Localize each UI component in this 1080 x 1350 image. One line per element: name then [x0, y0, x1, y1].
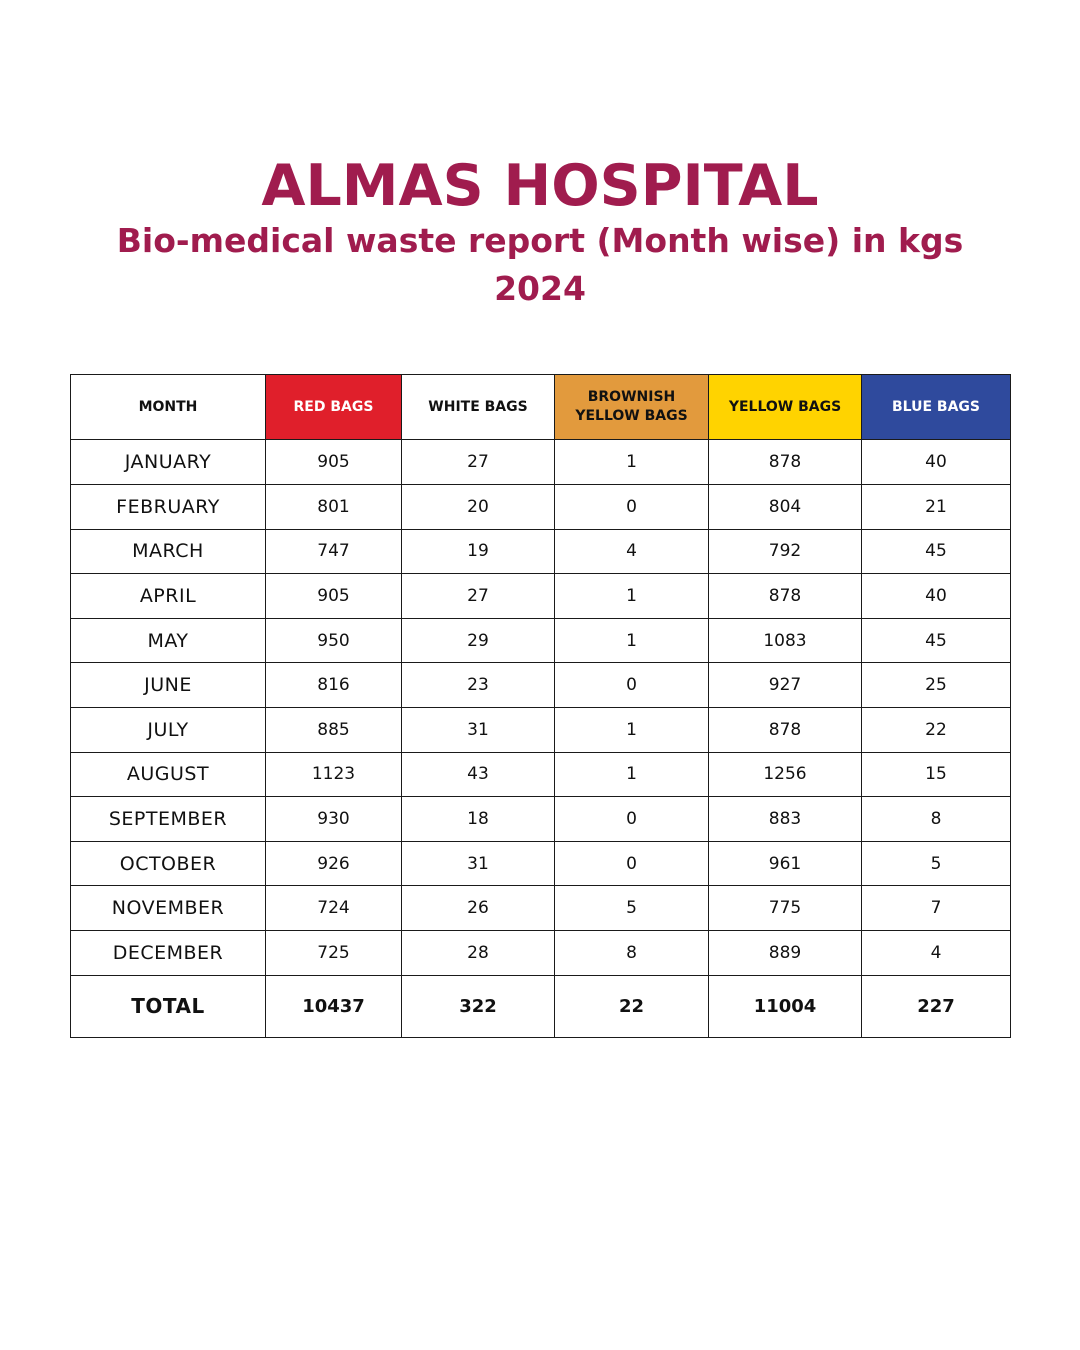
month-cell: JUNE: [71, 663, 266, 708]
yellow-bags-cell: 961: [709, 841, 862, 886]
red-bags-cell: 816: [266, 663, 402, 708]
month-cell: MAY: [71, 618, 266, 663]
month-cell: NOVEMBER: [71, 886, 266, 931]
red-bags-cell: 930: [266, 797, 402, 842]
yellow-bags-cell: 889: [709, 930, 862, 975]
table-row: [71, 797, 1011, 842]
brownish-yellow-bags-cell: 1: [555, 618, 709, 663]
table-row: [71, 618, 1011, 663]
blue-bags-cell: 5: [862, 841, 1011, 886]
waste-report-table: [70, 374, 1011, 1038]
yellow-bags-cell: 1256: [709, 752, 862, 797]
red-bags-cell: 747: [266, 529, 402, 574]
blue-bags-cell: 21: [862, 485, 1011, 530]
table-row: [71, 663, 1011, 708]
brownish-yellow-bags-cell: 8: [555, 930, 709, 975]
total-blue-bags: 227: [862, 975, 1011, 1037]
red-bags-cell: 905: [266, 574, 402, 619]
report-year: 2024: [494, 269, 586, 308]
blue-bags-cell: 7: [862, 886, 1011, 931]
blue-bags-cell: 40: [862, 574, 1011, 619]
white-bags-cell: 26: [402, 886, 555, 931]
table-row: [71, 886, 1011, 931]
blue-bags-cell: 45: [862, 529, 1011, 574]
month-cell: APRIL: [71, 574, 266, 619]
table-row: [71, 930, 1011, 975]
column-header-month: MONTH: [71, 375, 266, 440]
blue-bags-cell: 15: [862, 752, 1011, 797]
yellow-bags-cell: 883: [709, 797, 862, 842]
white-bags-cell: 29: [402, 618, 555, 663]
white-bags-cell: 43: [402, 752, 555, 797]
brownish-yellow-bags-cell: 1: [555, 752, 709, 797]
table-header-row: [71, 375, 1011, 440]
month-cell: AUGUST: [71, 752, 266, 797]
total-label: TOTAL: [71, 975, 266, 1037]
blue-bags-cell: 40: [862, 440, 1011, 485]
red-bags-cell: 926: [266, 841, 402, 886]
yellow-bags-cell: 775: [709, 886, 862, 931]
column-header-blue-bags: BLUE BAGS: [862, 375, 1011, 440]
report-subtitle: Bio-medical waste report (Month wise) in kgs: [116, 221, 964, 260]
blue-bags-cell: 25: [862, 663, 1011, 708]
total-white-bags: 322: [402, 975, 555, 1037]
column-header-white-bags: WHITE BAGS: [402, 375, 555, 440]
red-bags-cell: 725: [266, 930, 402, 975]
blue-bags-cell: 22: [862, 707, 1011, 752]
column-header-yellow-bags: YELLOW BAGS: [709, 375, 862, 440]
red-bags-cell: 1123: [266, 752, 402, 797]
yellow-bags-cell: 878: [709, 707, 862, 752]
table-row: [71, 752, 1011, 797]
yellow-bags-cell: 878: [709, 440, 862, 485]
brownish-yellow-bags-cell: 4: [555, 529, 709, 574]
brownish-yellow-bags-cell: 0: [555, 663, 709, 708]
red-bags-cell: 950: [266, 618, 402, 663]
brownish-yellow-bags-cell: 1: [555, 440, 709, 485]
yellow-bags-cell: 792: [709, 529, 862, 574]
table-row: [71, 574, 1011, 619]
blue-bags-cell: 45: [862, 618, 1011, 663]
table-row: [71, 485, 1011, 530]
month-cell: SEPTEMBER: [71, 797, 266, 842]
white-bags-cell: 31: [402, 707, 555, 752]
brownish-yellow-bags-cell: 1: [555, 707, 709, 752]
yellow-bags-cell: 927: [709, 663, 862, 708]
yellow-bags-cell: 804: [709, 485, 862, 530]
table-row: [71, 440, 1011, 485]
table-row: [71, 529, 1011, 574]
white-bags-cell: 31: [402, 841, 555, 886]
red-bags-cell: 801: [266, 485, 402, 530]
red-bags-cell: 724: [266, 886, 402, 931]
yellow-bags-cell: 878: [709, 574, 862, 619]
table-row: [71, 841, 1011, 886]
month-cell: OCTOBER: [71, 841, 266, 886]
table-body: [71, 440, 1011, 1038]
column-header-red-bags: RED BAGS: [266, 375, 402, 440]
report-title: ALMAS HOSPITAL: [261, 153, 819, 219]
yellow-bags-cell: 1083: [709, 618, 862, 663]
month-cell: JANUARY: [71, 440, 266, 485]
total-yellow-bags: 11004: [709, 975, 862, 1037]
red-bags-cell: 885: [266, 707, 402, 752]
total-row: [71, 975, 1011, 1037]
brownish-yellow-bags-cell: 0: [555, 841, 709, 886]
total-brownish-yellow-bags: 22: [555, 975, 709, 1037]
white-bags-cell: 20: [402, 485, 555, 530]
white-bags-cell: 19: [402, 529, 555, 574]
column-header-brownish-yellow-label: BROWNISH YELLOW BAGS: [575, 389, 688, 424]
blue-bags-cell: 8: [862, 797, 1011, 842]
brownish-yellow-bags-cell: 0: [555, 797, 709, 842]
white-bags-cell: 28: [402, 930, 555, 975]
table-row: [71, 707, 1011, 752]
month-cell: DECEMBER: [71, 930, 266, 975]
red-bags-cell: 905: [266, 440, 402, 485]
brownish-yellow-bags-cell: 1: [555, 574, 709, 619]
brownish-yellow-bags-cell: 0: [555, 485, 709, 530]
column-header-brownish-yellow-bags: [555, 375, 709, 440]
blue-bags-cell: 4: [862, 930, 1011, 975]
white-bags-cell: 23: [402, 663, 555, 708]
white-bags-cell: 27: [402, 440, 555, 485]
white-bags-cell: 18: [402, 797, 555, 842]
brownish-yellow-bags-cell: 5: [555, 886, 709, 931]
total-red-bags: 10437: [266, 975, 402, 1037]
white-bags-cell: 27: [402, 574, 555, 619]
month-cell: FEBRUARY: [71, 485, 266, 530]
month-cell: JULY: [71, 707, 266, 752]
month-cell: MARCH: [71, 529, 266, 574]
